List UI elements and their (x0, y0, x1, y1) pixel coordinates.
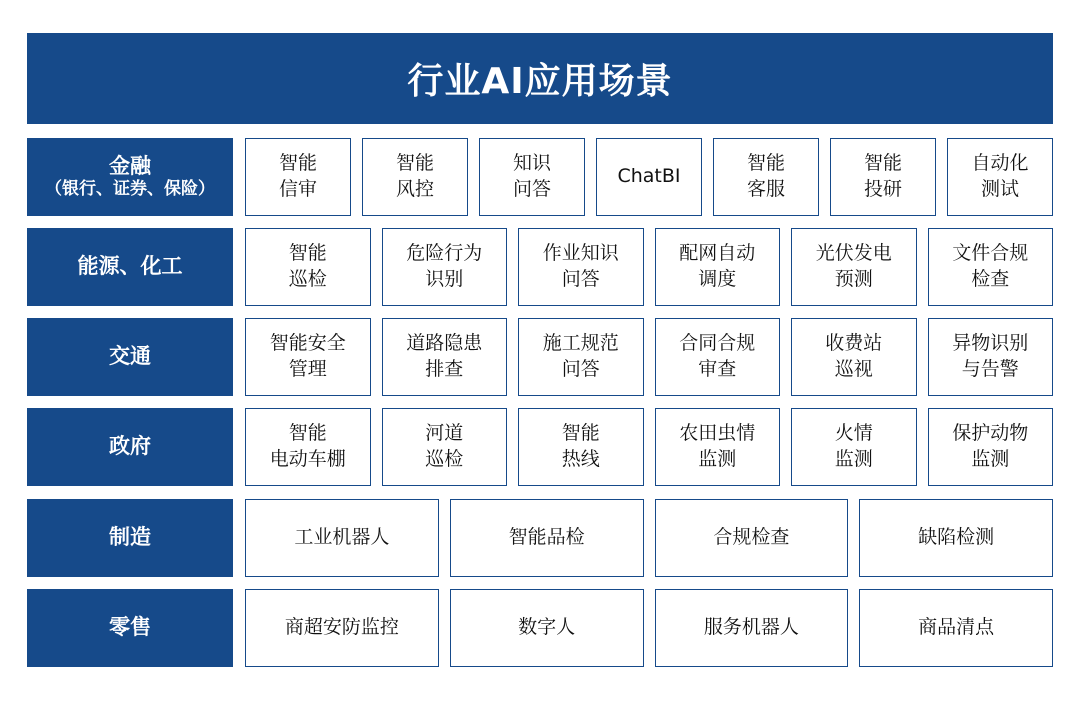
scenario-cell: 缺陷检测 (859, 499, 1053, 577)
row-transport (27, 318, 1053, 396)
scenario-cell: 文件合规 检查 (928, 228, 1054, 306)
scenario-cell: 知识 问答 (479, 138, 585, 216)
scenario-cell: ChatBI (596, 138, 702, 216)
scenario-cell: 合同合规 审查 (655, 318, 781, 396)
row-finance (27, 138, 1053, 216)
row-retail (27, 589, 1053, 667)
scenario-cell: 智能 巡检 (245, 228, 371, 306)
scenario-cell: 自动化 测试 (947, 138, 1053, 216)
scenario-cell: 配网自动 调度 (655, 228, 781, 306)
scenario-cell: 智能 信审 (245, 138, 351, 216)
scenario-cell: 智能 电动车棚 (245, 408, 371, 486)
category-name: 能源、化工 (77, 254, 183, 279)
scenario-cell: 施工规范 问答 (518, 318, 644, 396)
category-label (27, 408, 233, 486)
scenario-cell: 智能品检 (450, 499, 644, 577)
category-name: 交通 (109, 344, 151, 369)
row-government (27, 408, 1053, 486)
scenario-cell: 智能 投研 (830, 138, 936, 216)
scenario-cell: 道路隐患 排查 (382, 318, 508, 396)
scenario-cell: 河道 巡检 (382, 408, 508, 486)
scenario-cell: 收费站 巡视 (791, 318, 917, 396)
scenario-cell: 智能 客服 (713, 138, 819, 216)
scenario-cell: 商超安防监控 (245, 589, 439, 667)
scenario-cell: 商品清点 (859, 589, 1053, 667)
scenario-cell: 合规检查 (655, 499, 849, 577)
scenario-cell: 光伏发电 预测 (791, 228, 917, 306)
scenario-cell: 数字人 (450, 589, 644, 667)
category-name: 制造 (109, 525, 151, 550)
scenario-cell: 工业机器人 (245, 499, 439, 577)
scenario-cell: 火情 监测 (791, 408, 917, 486)
scenario-cell: 作业知识 问答 (518, 228, 644, 306)
page-title: 行业AI应用场景 (27, 33, 1053, 124)
scenario-cell: 智能安全 管理 (245, 318, 371, 396)
scenario-cell: 异物识别 与告警 (928, 318, 1054, 396)
scenario-cell: 保护动物 监测 (928, 408, 1054, 486)
scenario-cell: 智能 热线 (518, 408, 644, 486)
category-label (27, 318, 233, 396)
category-label (27, 138, 233, 216)
scenario-cell: 农田虫情 监测 (655, 408, 781, 486)
category-name: 金融 (109, 154, 151, 179)
category-label (27, 228, 233, 306)
scenario-cell: 服务机器人 (655, 589, 849, 667)
scenario-cell: 智能 风控 (362, 138, 468, 216)
scenario-cell: 危险行为 识别 (382, 228, 508, 306)
category-label (27, 589, 233, 667)
category-sub: （银行、证券、保险） (45, 179, 215, 200)
row-energy (27, 228, 1053, 306)
category-name: 零售 (109, 615, 151, 640)
category-label (27, 499, 233, 577)
row-manufacturing (27, 499, 1053, 577)
category-name: 政府 (109, 434, 151, 459)
